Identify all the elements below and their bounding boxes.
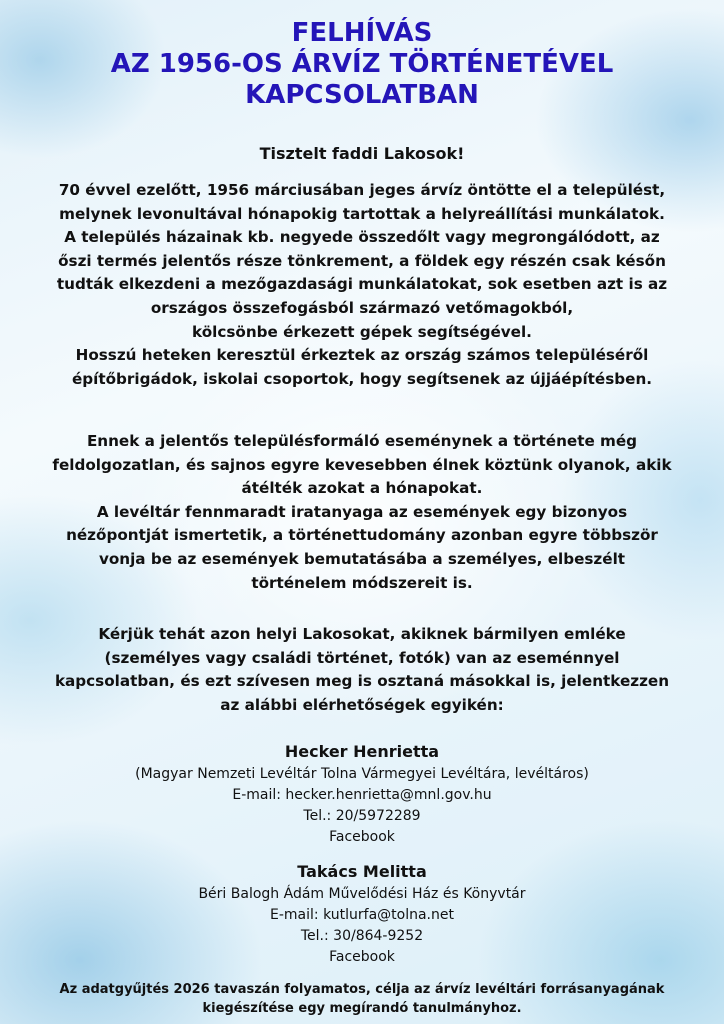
footer-line-1: Az adatgyűjtés 2026 tavaszán folyamatos, célja az árvíz levéltári forrásanyagának — [59, 982, 665, 997]
paragraph-line: Hosszú heteken keresztül érkeztek az ország számos településéről — [75, 346, 649, 365]
title-line-3: KAPCSOLATBAN — [245, 80, 479, 110]
paragraph-line: nézőpontját ismertetik, a történettudomány azonban egyre többször — [66, 526, 658, 545]
contact-name: Hecker Henrietta — [284, 742, 440, 761]
paragraph-line: vonja be az események bemutatásába a személyes, elbeszélt — [98, 549, 626, 568]
paragraph-line: Ennek a jelentős településformáló eseménynek a története még — [86, 432, 638, 450]
paragraph-line: az alábbi elérhetőségek egyikén: — [220, 695, 504, 714]
contact-affiliation: (Magyar Nemzeti Levéltár Tolna Vármegyei Levéltára, levéltáros) — [135, 766, 589, 782]
paragraph-request — [22, 623, 702, 717]
contact-hecker — [0, 741, 724, 848]
contact-takacs — [0, 861, 724, 968]
contact-phone: Tel.: 30/864-9252 — [300, 928, 424, 944]
paragraph-line: melynek levonultával hónapokig tartottak a helyreállítási munkálatok. — [59, 204, 665, 223]
contact-facebook[interactable]: Facebook — [329, 829, 395, 845]
contact-affiliation: Béri Balogh Ádám Művelődési Ház és Könyvtár — [198, 886, 526, 902]
title-line-2: AZ 1956-OS ÁRVÍZ TÖRTÉNETÉVEL — [110, 49, 614, 79]
contact-facebook[interactable]: Facebook — [329, 949, 395, 965]
paragraph-line: őszi termés jelentős része tönkrement, a földek egy részén csak későn — [58, 251, 666, 270]
footer-note — [10, 980, 714, 1018]
paragraph-line: feldolgozatlan, és sajnos egyre kevesebben élnek köztünk olyanok, akik — [52, 455, 672, 474]
paragraph-line: (személyes vagy családi történet, fotók) van az eseménnyel — [104, 648, 620, 667]
paragraph-line: átélték azokat a hónapokat. — [241, 479, 483, 498]
greeting: Tisztelt faddi Lakosok! — [259, 144, 465, 163]
contact-phone: Tel.: 20/5972289 — [303, 808, 421, 824]
paragraph-history — [22, 179, 702, 391]
paragraph-line: kapcsolatban, és ezt szívesen meg is osztaná másokkal is, jelentkezzen — [54, 672, 670, 691]
paragraph-line: építőbrigádok, iskolai csoportok, hogy segítsenek az újjáépítésben. — [71, 369, 653, 388]
paragraph-line: Kérjük tehát azon helyi Lakosokat, akiknek bármilyen emléke — [98, 625, 626, 643]
paragraph-line: tudták elkezdeni a mezőgazdasági munkálatokat, sok esetben azt is az — [56, 275, 668, 294]
paragraph-line: A levéltár fennmaradt iratanyaga az események egy bizonyos — [96, 502, 628, 521]
paragraph-line: történelem módszereit is. — [251, 573, 473, 592]
title-line-1: FELHÍVÁS — [291, 18, 433, 48]
contact-name: Takács Melitta — [297, 862, 427, 881]
paragraph-line: A település házainak kb. negyede összedőlt vagy megrongálódott, az — [64, 228, 660, 247]
contact-email[interactable]: E-mail: hecker.henrietta@mnl.gov.hu — [232, 787, 492, 803]
paragraph-line: országos összefogásból származó vetőmagokból, — [150, 298, 574, 317]
paragraph-archive — [22, 430, 702, 595]
paragraph-line: 70 évvel ezelőtt, 1956 márciusában jeges árvíz öntötte el a települést, — [58, 181, 666, 199]
contact-email[interactable]: E-mail: kutlurfa@tolna.net — [270, 907, 454, 923]
footer-line-2: kiegészítése egy megírandó tanulmányhoz. — [202, 1001, 522, 1016]
paragraph-line: kölcsönbe érkezett gépek segítségével. — [192, 322, 532, 341]
